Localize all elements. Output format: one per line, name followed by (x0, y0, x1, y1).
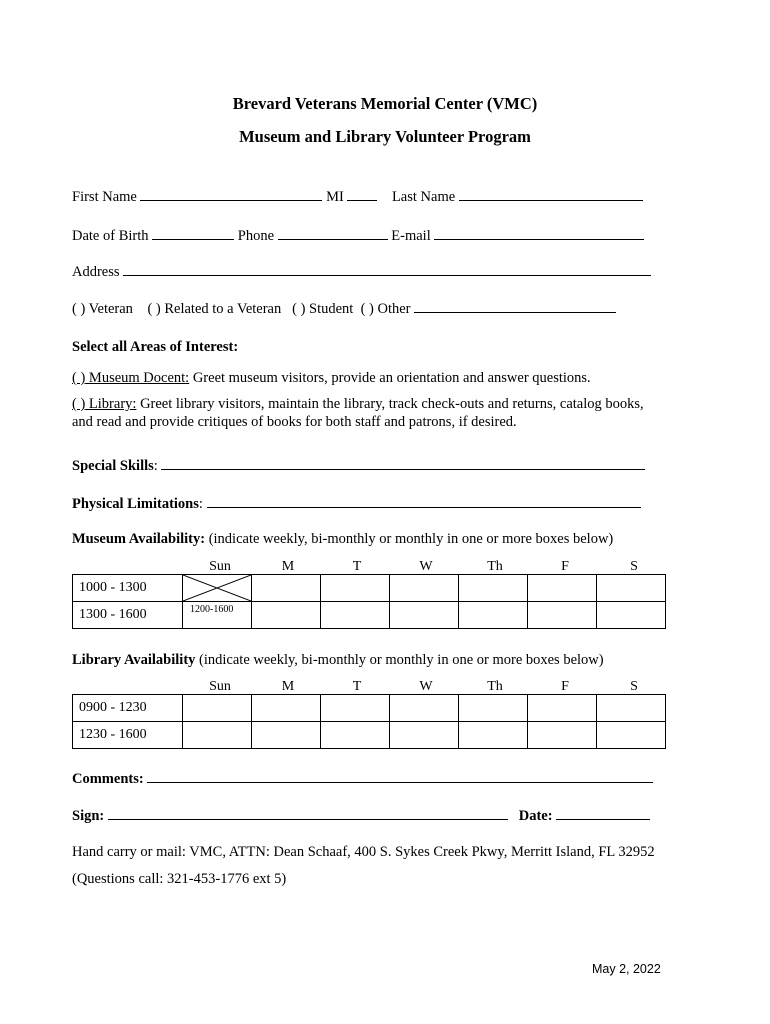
form-title: Brevard Veterans Memorial Center (VMC) (232, 94, 538, 113)
last-name-field[interactable] (459, 187, 643, 201)
museum-cell[interactable] (597, 575, 666, 602)
library-cell[interactable] (183, 695, 252, 722)
library-day-sun: Sun (209, 679, 231, 694)
table-row (73, 602, 666, 629)
museum-row-label: 1300 - 1600 (73, 602, 183, 629)
museum-cell[interactable] (321, 575, 390, 602)
dob-label: Date of Birth (72, 228, 149, 244)
first-name-field[interactable] (140, 187, 322, 201)
table-row (73, 695, 666, 722)
phone-label: Phone (237, 228, 275, 244)
library-days-header (72, 679, 672, 695)
museum-cell[interactable] (321, 602, 390, 629)
library-cell[interactable] (321, 695, 390, 722)
comments-field[interactable] (147, 769, 653, 783)
museum-day-sun: Sun (209, 559, 231, 574)
date-label: Date: (518, 808, 553, 824)
table-row (73, 722, 666, 749)
museum-cell-sun[interactable] (183, 602, 252, 629)
physical-limitations-row: Physical Limitations: (72, 494, 641, 513)
library-day-s: S (630, 679, 638, 694)
museum-cell[interactable] (528, 602, 597, 629)
library-cell[interactable] (597, 695, 666, 722)
library-cell[interactable] (528, 722, 597, 749)
dob-field[interactable] (152, 226, 234, 240)
museum-days-header (72, 559, 672, 575)
related-option[interactable]: ( ) Related to a Veteran (147, 301, 282, 317)
email-field[interactable] (434, 226, 644, 240)
student-option[interactable]: ( ) Student (292, 301, 354, 317)
museum-cell[interactable] (597, 602, 666, 629)
museum-day-f: F (561, 559, 569, 574)
museum-cell[interactable] (528, 575, 597, 602)
library-cell[interactable] (321, 722, 390, 749)
museum-row-label: 1000 - 1300 (73, 575, 183, 602)
library-line (72, 396, 644, 413)
library-label: Library: (85, 396, 137, 412)
library-cell[interactable] (528, 695, 597, 722)
phone-field[interactable] (278, 226, 388, 240)
library-day-w: W (419, 679, 433, 694)
mi-label: MI (326, 189, 344, 205)
footer-date: May 2, 2022 (592, 962, 661, 976)
contact-row (72, 226, 644, 245)
physical-limitations-field[interactable] (207, 494, 641, 508)
docent-label: Museum Docent: (85, 370, 190, 386)
other-option[interactable]: ( ) Other (360, 301, 411, 317)
library-cell[interactable] (252, 722, 321, 749)
library-cell[interactable] (390, 695, 459, 722)
address-label: Address (72, 264, 120, 280)
library-checkbox[interactable]: ( ) (72, 396, 86, 412)
museum-heading-label: Museum Availability: (72, 531, 206, 547)
library-heading-label: Library Availability (72, 652, 196, 668)
library-availability-heading (72, 652, 604, 669)
museum-cell[interactable] (252, 602, 321, 629)
special-skills-row: Special Skills: (72, 456, 645, 475)
library-row-label: 0900 - 1230 (73, 695, 183, 722)
veteran-option[interactable]: ( ) Veteran (72, 301, 133, 317)
physical-limitations-label: Physical Limitations (72, 496, 199, 512)
museum-cell[interactable] (252, 575, 321, 602)
form-subtitle: Museum and Library Volunteer Program (239, 127, 531, 146)
table-row (73, 575, 666, 602)
address-row (72, 262, 651, 281)
museum-day-s: S (630, 559, 638, 574)
mail-instructions: Hand carry or mail: VMC, ATTN: Dean Schaaf, 400 S. Sykes Creek Pkwy, Merritt Island, FL 32952 (72, 844, 655, 860)
library-day-th: Th (487, 679, 503, 694)
special-skills-field[interactable] (161, 456, 645, 470)
museum-cell[interactable] (459, 575, 528, 602)
museum-cell-sun-crossed (183, 575, 252, 602)
library-cell[interactable] (597, 722, 666, 749)
questions-contact: (Questions call: 321-453-1776 ext 5) (72, 871, 287, 887)
library-day-f: F (561, 679, 569, 694)
museum-cell[interactable] (390, 575, 459, 602)
library-cell[interactable] (459, 722, 528, 749)
status-row (72, 299, 616, 318)
library-hint: (indicate weekly, bi-monthly or monthly in one or more boxes below) (195, 652, 604, 668)
sign-label: Sign: (72, 808, 105, 824)
date-field[interactable] (556, 806, 650, 820)
museum-availability-heading (72, 531, 613, 548)
library-cell[interactable] (390, 722, 459, 749)
comments-label: Comments: (72, 771, 144, 787)
library-day-t: T (352, 679, 362, 694)
cross-out-mark (183, 575, 251, 601)
address-field[interactable] (123, 262, 651, 276)
library-cell[interactable] (183, 722, 252, 749)
museum-day-th: Th (487, 559, 503, 574)
name-row (72, 187, 643, 206)
docent-line (72, 370, 591, 387)
library-day-m: M (281, 679, 295, 694)
library-availability-table (72, 694, 666, 749)
docent-checkbox[interactable]: ( ) (72, 370, 86, 386)
signature-field[interactable] (108, 806, 508, 820)
library-cell[interactable] (252, 695, 321, 722)
last-name-label: Last Name (391, 189, 456, 205)
museum-availability-table (72, 574, 666, 629)
first-name-label: First Name (72, 189, 137, 205)
library-text-cont: and read and provide critiques of books for both staff and patrons, if desired. (72, 414, 517, 430)
library-text: Greet library visitors, maintain the library, track check-outs and returns, catalog books, (136, 396, 644, 412)
docent-text: Greet museum visitors, provide an orientation and answer questions. (189, 370, 591, 386)
email-label: E-mail (391, 228, 431, 244)
sun-hours-note: 1200-1600 (190, 604, 234, 615)
museum-hint: (indicate weekly, bi-monthly or monthly in one or more boxes below) (205, 531, 614, 547)
special-skills-label: Special Skills (72, 458, 154, 474)
museum-day-m: M (281, 559, 295, 574)
interests-heading: Select all Areas of Interest: (72, 339, 239, 355)
other-field[interactable] (414, 299, 616, 313)
museum-cell[interactable] (459, 602, 528, 629)
comments-row (72, 769, 653, 788)
museum-cell[interactable] (390, 602, 459, 629)
sign-row (72, 806, 650, 825)
library-cell[interactable] (459, 695, 528, 722)
museum-day-t: T (352, 559, 362, 574)
museum-day-w: W (419, 559, 433, 574)
mi-field[interactable] (347, 187, 377, 201)
library-row-label: 1230 - 1600 (73, 722, 183, 749)
